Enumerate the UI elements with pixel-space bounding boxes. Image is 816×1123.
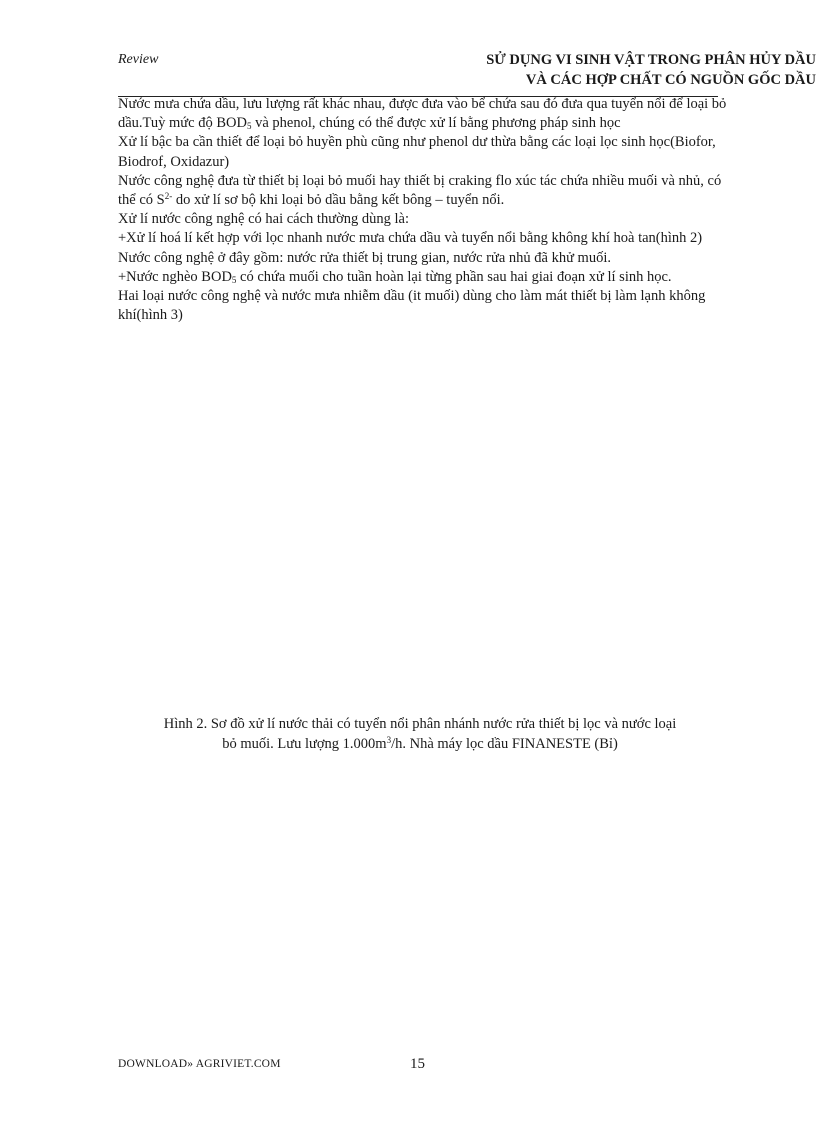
running-header-title (396, 50, 816, 90)
paragraph-process-water (118, 172, 738, 210)
caption-text: /h. Nhà máy lọc dầu FINANESTE (Bỉ) (391, 736, 618, 752)
page-number: 15 (410, 1056, 425, 1072)
paragraph-text: Nước công nghệ đưa từ thiết bị loại bỏ muối hay thiết bị craking flo xúc tác chứa nhiều muối và nhủ, có thể có S (118, 172, 722, 209)
paragraph-process-water-composition: Nước công nghệ ở đây gồm: nước rửa thiết bị trung gian, nước rửa nhủ đã khử muối. (118, 249, 611, 266)
header-title-line-2: VÀ CÁC HỢP CHẤT CÓ NGUỒN GỐC DẦU (525, 72, 816, 88)
paragraph-treatment-methods: Xử lí nước công nghệ có hai cách thường dùng là: (118, 211, 409, 228)
running-header-label: Review (118, 52, 159, 67)
caption-line-2 (110, 734, 730, 754)
header-title-line-1: SỬ DỤNG VI SINH VẬT TRONG PHÂN HỦY DẦU (486, 52, 816, 68)
paragraph-rainwater (118, 95, 738, 133)
paragraph-method-two (118, 268, 738, 287)
subscript: 5 (246, 121, 252, 132)
paragraph-text: +Nước nghèo BOD (118, 268, 232, 285)
figure-placeholder (118, 420, 718, 700)
paragraph-text: do xử lí sơ bộ khi loại bỏ dầu bằng kết bông – tuyển nổi. (172, 192, 505, 209)
figure-caption (110, 714, 730, 754)
body-text (118, 95, 738, 325)
paragraph-method-one: +Xử lí hoá lí kết hợp với lọc nhanh nước mưa chứa dầu và tuyển nổi bằng không khí hoà tan(hình 2) (118, 230, 703, 247)
paragraph-cooling-water: Hai loại nước công nghệ và nước mưa nhiễm dầu (it muối) dùng cho làm mát thiết bị làm lạnh không khí(hình 3) (118, 288, 706, 324)
superscript: 3 (386, 735, 392, 745)
paragraph-tertiary-treatment: Xử lí bậc ba cần thiết để loại bỏ huyền phù cũng như phenol dư thừa bằng các loại lọc sinh học(Biofor, Biodrof, Oxidazur) (118, 134, 716, 170)
paragraph-text: có chứa muối cho tuần hoàn lại từng phần sau hai giai đoạn xử lí sinh học. (236, 268, 672, 285)
subscript: 5 (231, 274, 237, 285)
superscript: 2- (164, 191, 173, 202)
caption-text: bỏ muối. Lưu lượng 1.000m (222, 736, 387, 752)
paragraph-text: Nước mưa chứa dầu, lưu lượng rất khác nhau, được đưa vào bể chứa sau đó đưa qua tuyển nổi để loại bỏ dầu.Tuỳ mức độ BOD (118, 96, 727, 132)
caption-line-1: Hình 2. Sơ đồ xử lí nước thải có tuyển nổi phân nhánh nước rửa thiết bị lọc và nước loại (163, 716, 677, 732)
footer-source: DOWNLOAD» AGRIVIET.COM (118, 1058, 281, 1070)
paragraph-text: và phenol, chúng có thể được xử lí bằng phương pháp sinh học (251, 115, 621, 132)
